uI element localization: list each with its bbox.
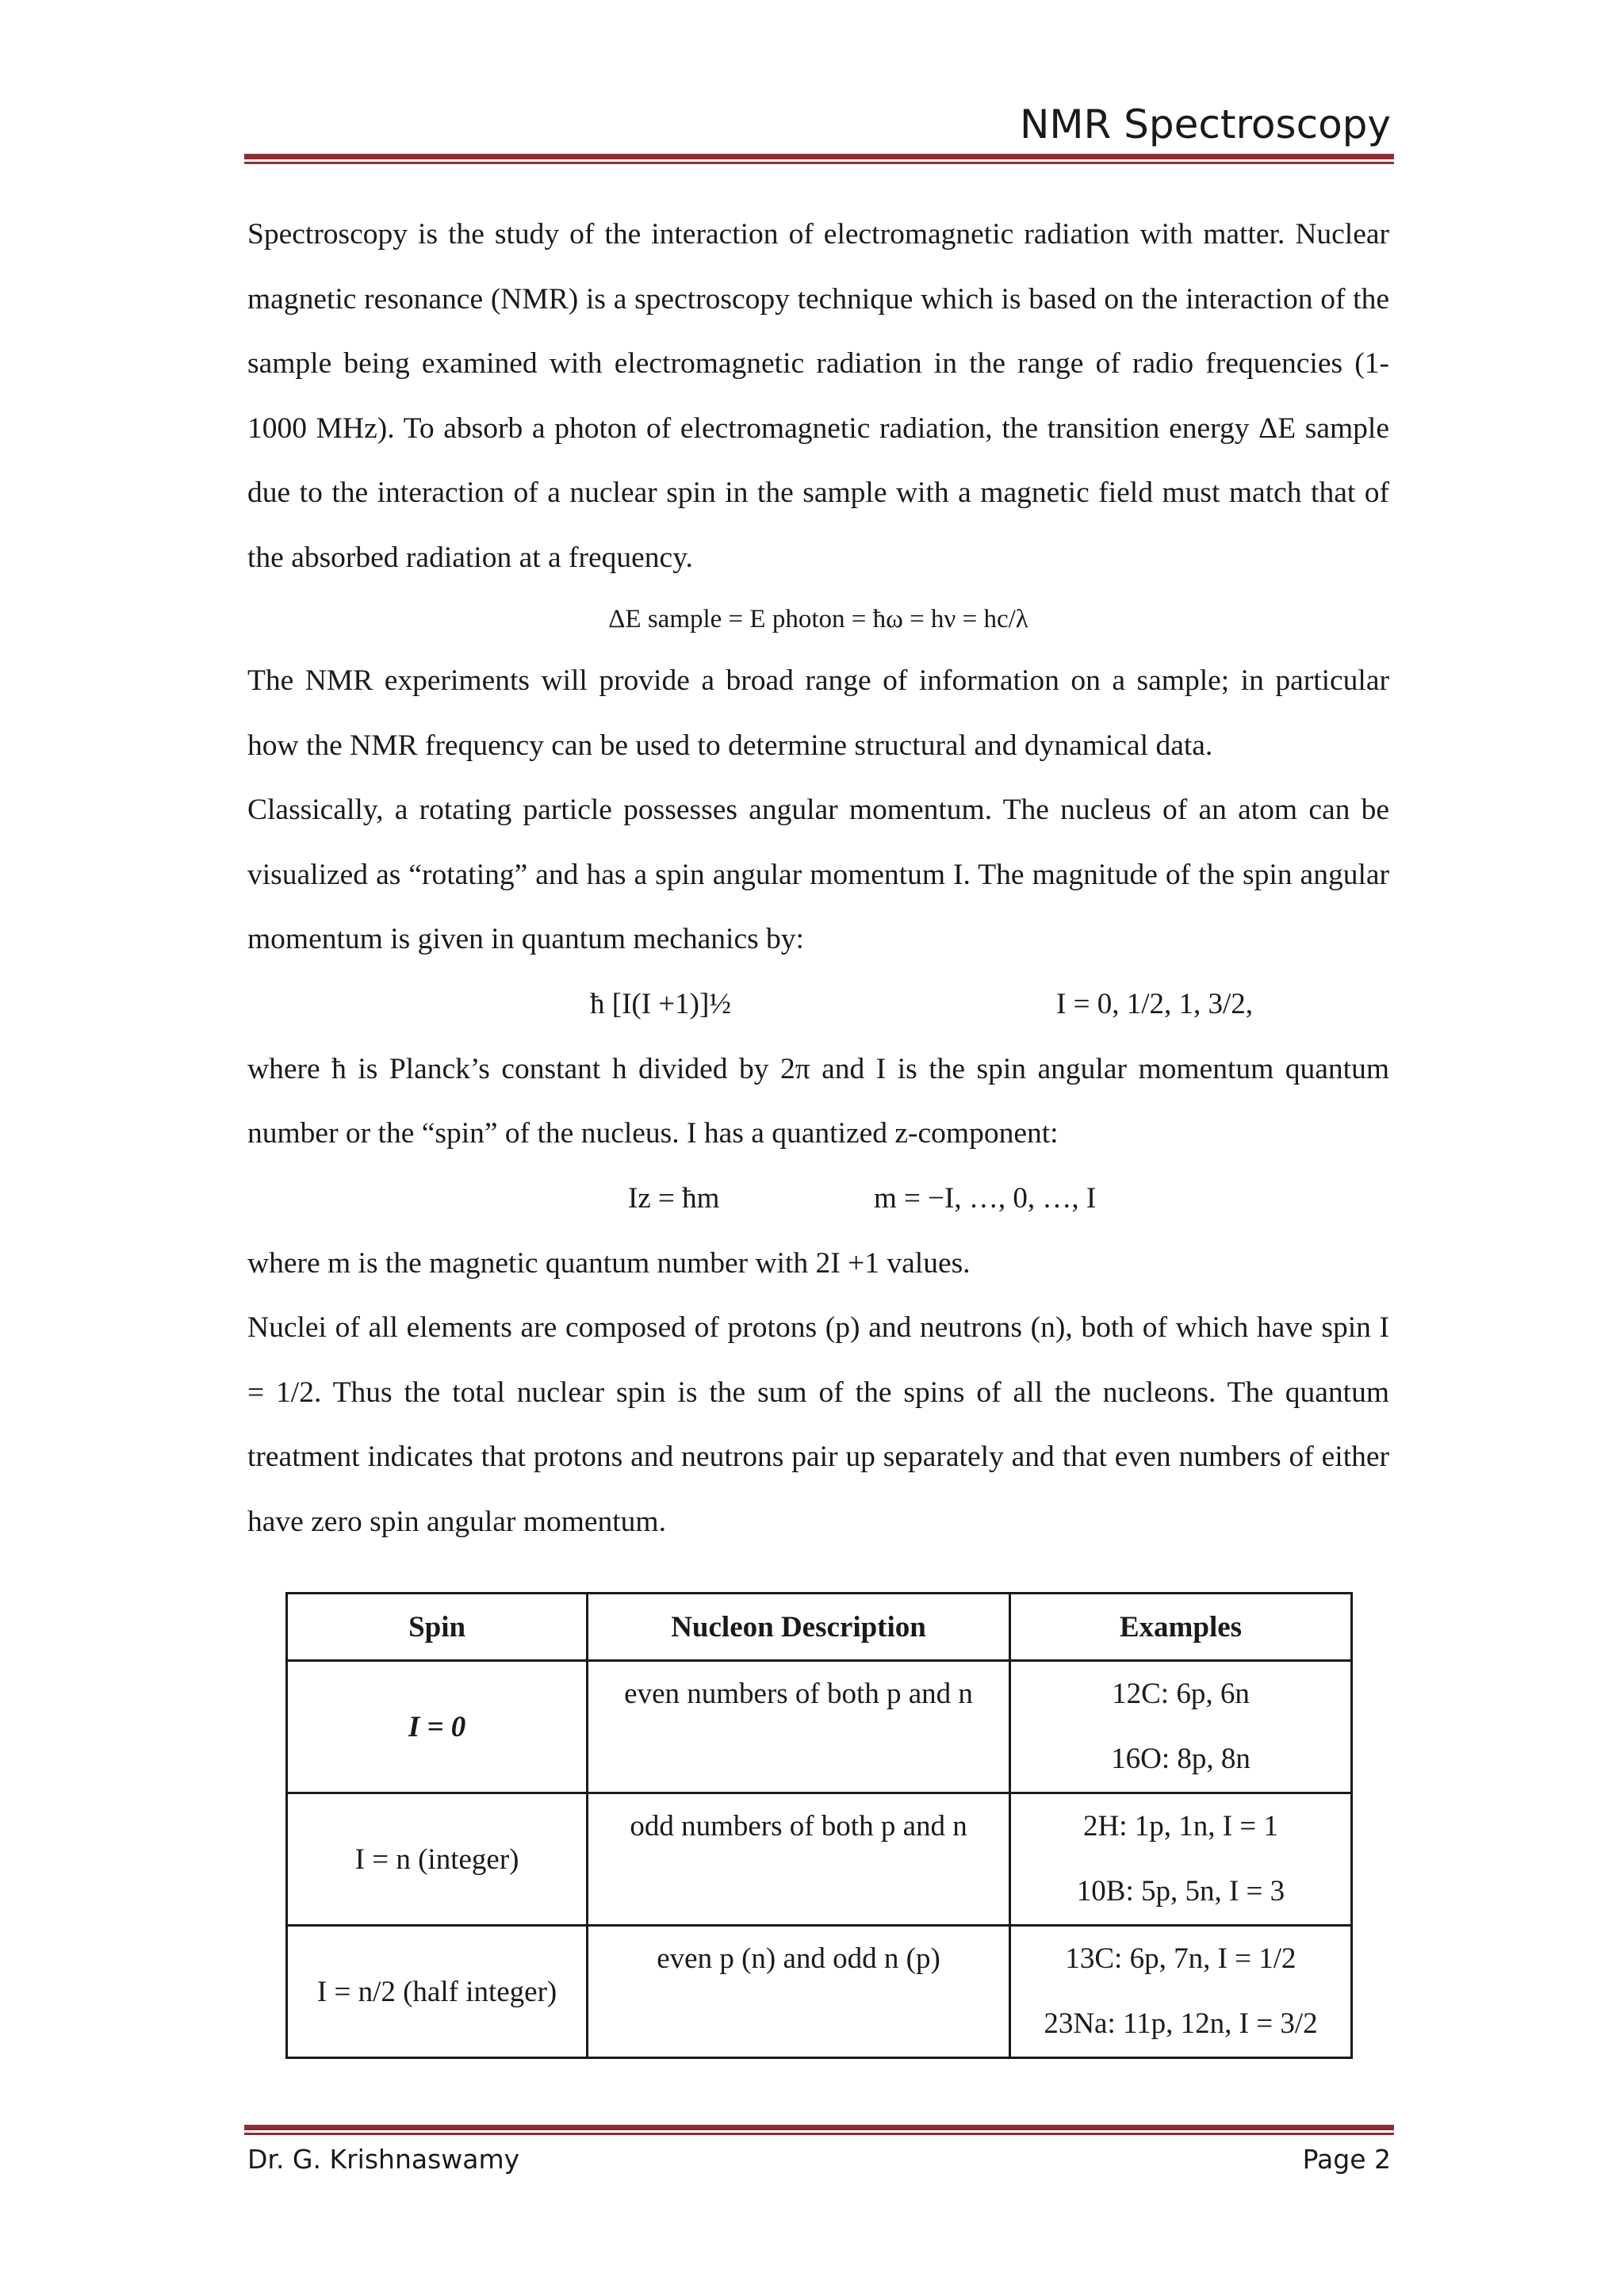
magnetic-quantum-paragraph: where m is the magnetic quantum number with 2I +1 values. xyxy=(247,1246,971,1280)
angular-momentum-paragraph: Classically, a rotating particle possesses angular momentum. The nucleus of an atom can be visualized as “rotating” and has a spin angular momentum I. The magnitude of the spin angular momentum is given in quantum mechanics by: xyxy=(247,794,1389,955)
spin-magnitude-formula: ħ [I(I +1)]½ xyxy=(590,987,732,1020)
spin-table xyxy=(285,1592,1353,2059)
intro-paragraph: Spectroscopy is the study of the interaction of electromagnetic radiation with matter. Nuclear magnetic resonance (NMR) is a spectroscopy technique which is based on the interaction of the sample being examined with electromagnetic radiation in the range of radio frequencies (1- 1000 MHz). To absorb a photon of electromagnetic radiation, the transition energy ΔE sample due to the interaction of a nuclear spin in the sample with a magnetic field must match that of the absorbed radiation at a frequency. xyxy=(247,218,1389,574)
table-header-description: Nucleon Description xyxy=(588,1594,1010,1661)
description-cell: even numbers of both p and n xyxy=(588,1661,1010,1793)
table-header-row xyxy=(287,1594,1352,1661)
spin-magnitude-equation xyxy=(247,972,1389,1037)
body-text xyxy=(247,202,1389,1554)
planck-paragraph: where ħ is Planck’s constant h divided by 2π and I is the spin angular momentum quantum number or the “spin” of the nucleus. I has a quantized z-component: xyxy=(247,1052,1389,1150)
examples-cell xyxy=(1009,1661,1351,1793)
table-header-spin: Spin xyxy=(287,1594,588,1661)
spin-cell: I = n (integer) xyxy=(287,1793,588,1926)
spin-cell: I = n/2 (half integer) xyxy=(287,1926,588,2058)
description-cell: odd numbers of both p and n xyxy=(588,1793,1010,1926)
nmr-experiments-paragraph: The NMR experiments will provide a broad range of information on a sample; in particular how the NMR frequency can be used to determine structural and dynamical data. xyxy=(247,664,1389,762)
table-header-examples: Examples xyxy=(1009,1594,1351,1661)
z-component-formula: Iz = ħm xyxy=(628,1181,720,1215)
z-component-equation xyxy=(247,1166,1389,1231)
example-item: 16O: 8p, 8n xyxy=(1111,1743,1251,1775)
examples-cell xyxy=(1009,1793,1351,1926)
example-item: 13C: 6p, 7n, I = 1/2 xyxy=(1065,1942,1297,1975)
footer-rule xyxy=(244,2125,1394,2135)
energy-equation: ΔE sample = E photon = ħω = hν = hc/λ xyxy=(608,605,1028,633)
footer-page-number: Page 2 xyxy=(1302,2144,1391,2175)
table-row xyxy=(287,1793,1352,1926)
examples-cell xyxy=(1009,1926,1351,2058)
spin-values: I = 0, 1/2, 1, 3/2, xyxy=(1056,987,1253,1020)
page-header-title: NMR Spectroscopy xyxy=(1019,101,1391,147)
example-item: 23Na: 11p, 12n, I = 3/2 xyxy=(1044,2007,1318,2040)
nucleons-paragraph: Nuclei of all elements are composed of protons (p) and neutrons (n), both of which have spin I = 1/2. Thus the total nuclear spin is the sum of the spins of all the nucleons. The quantum treatment indicates that protons and neutrons pair up separately and that even numbers of either have zero spin angular momentum. xyxy=(247,1311,1389,1538)
footer-author: Dr. G. Krishnaswamy xyxy=(247,2144,520,2175)
header-rule xyxy=(244,154,1394,164)
example-item: 12C: 6p, 6n xyxy=(1112,1678,1250,1710)
example-item: 10B: 5p, 5n, I = 3 xyxy=(1076,1875,1285,1908)
description-cell: even p (n) and odd n (p) xyxy=(588,1926,1010,2058)
spin-cell: I = 0 xyxy=(287,1661,588,1793)
table-row xyxy=(287,1661,1352,1793)
table-row xyxy=(287,1926,1352,2058)
magnetic-quantum-range: m = −I, …, 0, …, I xyxy=(874,1181,1097,1215)
example-item: 2H: 1p, 1n, I = 1 xyxy=(1082,1810,1278,1843)
